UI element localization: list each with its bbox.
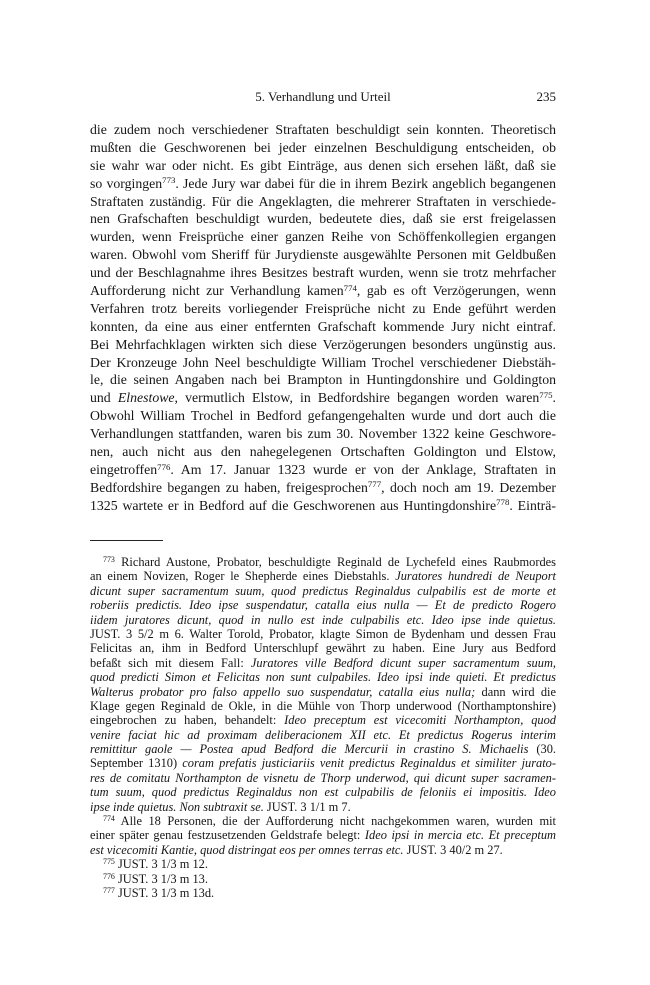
body-text-line: [90, 461, 556, 479]
text-run: Klage gegen Reginald de Okle, in die Mühle von Thorp underwood (Northamptonshire): [90, 698, 556, 713]
text-run: Verfahren trotz bereits vorliegender Freisprüche nicht zu Ende geführt werden: [90, 300, 556, 316]
text-run: . Einträ-: [509, 497, 556, 513]
footnote-line: [90, 670, 556, 684]
body-text-line: [90, 497, 556, 515]
text-run: waren. Obwohl vom Sheriff für Jurydienste ausgewählte Personen mit Geldbußen: [90, 247, 556, 263]
footnote-line: [90, 598, 556, 612]
running-title: 5. Verhandlung und Urteil: [255, 89, 391, 104]
footnotes: [90, 555, 556, 900]
italic-text-run: tum suum, quod predictus Reginaldus non est culpabilis de feloniis ei impositis. Ideo: [90, 785, 556, 800]
footnote-line: [90, 886, 556, 900]
footnote-reference: 773: [162, 175, 176, 186]
italic-text-run: Ideo preceptum est vicecomiti Northampton, quod: [284, 713, 556, 728]
body-text-line: [90, 407, 556, 425]
text-run: Bei Mehrfachklagen wirkten sich diese Verzögerungen besonders ungünstig aus.: [90, 336, 556, 352]
body-text-line: [90, 193, 556, 211]
text-run: le, die seinen Angaben nach bei Brampton in Huntingdonshire und Goldington: [90, 372, 556, 388]
text-run: nen, auch nicht aus den nahegelegenen Ortschaften Goldington und Elstow,: [90, 444, 556, 460]
footnote-reference: 777: [367, 479, 382, 490]
footnote-reference: 778: [496, 497, 510, 508]
italic-text-run: roberiis predictis. Ideo ipse suspendatur, catalla eius nulla — Et de predicto Rogero: [90, 598, 556, 613]
body-text-line: [90, 389, 556, 407]
text-run: Obwohl William Trochel in Bedford gefangengehalten wurde und dort auch die: [90, 408, 556, 424]
italic-text-run: venire faciat hic ad proximam deliberacionem XII etc. Et predictus Rogerus interim: [90, 727, 556, 742]
text-run: die zudem noch verschiedener Straftaten beschuldigt sein konnten. Theoretisch: [90, 122, 556, 137]
text-run: , vermutlich Elstow, in Bedfordshire begangen worden waren: [174, 390, 540, 406]
footnote-number: 775: [103, 857, 115, 867]
footnote-line: [90, 814, 556, 828]
italic-text-run: remittitur gaole — Postea apud Bedford die Mercurii in crastino S. Michaelis: [90, 742, 529, 757]
footnote-reference: 776: [157, 461, 171, 472]
text-run: JUST. 3 5/2 m 6. Walter Torold, Probator, klagte Simon de Bydenham und dessen Frau: [90, 626, 556, 641]
italic-text-run: dicunt super sacramentum suum, quod predictus Reginaldus culpabilis est de morte et: [90, 583, 556, 598]
body-text-line: [90, 210, 556, 228]
text-run: an einem Novizen, Roger le Shepherde eines Diebstahls.: [90, 569, 396, 584]
text-run: Aufforderung nicht zur Verhandlung kamen: [90, 283, 344, 299]
text-run: Straftaten zuständig. Für die Angeklagten, die mehrerer Straftaten in verschiede-: [90, 193, 556, 209]
footnote-line: [90, 828, 556, 842]
italic-text-run: ipse inde quietus. Non subtraxit se.: [90, 799, 264, 814]
text-run: , doch noch am 19. Dezember: [381, 479, 557, 495]
text-run: , gab es oft Verzögerungen, wenn: [356, 283, 556, 299]
text-run: nen Grafschaften beschuldigt wurden, bedeutete dies, daß sie erst freigelassen: [90, 211, 556, 227]
footnote-number: 776: [103, 871, 115, 881]
text-run: JUST. 3 1/3 m 13.: [114, 871, 208, 886]
italic-text-run: coram prefatis justiciariis venit predictus Reginaldus et similiter jurato-: [182, 756, 556, 771]
footnote-line: [90, 627, 556, 641]
footnote-line: [90, 613, 556, 627]
body-text-line: [90, 354, 556, 372]
footnote-separator: [90, 540, 163, 541]
text-run: JUST. 3 40/2 m 27.: [403, 842, 503, 857]
body-text-line: [90, 175, 556, 193]
footnote-line: [90, 728, 556, 742]
text-run: 1325 wartete er in Bedford auf die Geschworenen aus Huntingdonshire: [90, 497, 497, 513]
text-run: .: [552, 390, 556, 406]
body-text-line: [90, 121, 556, 139]
footnote-line: [90, 785, 556, 799]
body-text-line: [90, 336, 556, 354]
text-run: eingebrochen zu haben, behandelt:: [90, 713, 285, 728]
text-run: einer später genau festzusetzenden Geldstrafe belegt:: [90, 828, 365, 843]
italic-text-run: Juratores ville Bedford dicunt super sacramentum suum,: [250, 655, 556, 670]
text-run: . Jede Jury war dabei für die in ihrem Bezirk angeblich begangenen: [175, 175, 556, 191]
body-text-line: [90, 228, 556, 246]
text-run: konnten, da eine aus einer entfernten Grafschaft kommende Jury nicht eintraf.: [90, 318, 556, 334]
footnote-line: [90, 800, 556, 814]
footnote-number: 773: [103, 555, 115, 565]
text-run: Bedfordshire begangen zu haben, freigesprochen: [90, 479, 368, 495]
body-text-line: [90, 157, 556, 175]
italic-text-run: iidem juratores dicunt, quod in nullo est inde culpabilis etc. Ideo ipse inde quietus.: [90, 612, 556, 627]
body-text-line: [90, 282, 556, 300]
italic-text-run: Ideo ipsi in mercia etc. Et preceptum: [364, 828, 556, 843]
footnote-reference: 774: [343, 282, 357, 293]
footnote-number: 777: [103, 886, 115, 896]
text-run: JUST. 3 1/1 m 7.: [263, 799, 351, 814]
footnote-line: [90, 872, 556, 886]
footnote-line: [90, 685, 556, 699]
body-text-line: [90, 479, 556, 497]
footnote-line: [90, 555, 556, 569]
text-run: befaßt sich mit diesem Fall:: [90, 655, 251, 670]
footnote-line: [90, 756, 556, 770]
body-text-line: [90, 264, 556, 282]
page-number: 235: [536, 89, 556, 104]
text-run: JUST. 3 1/3 m 13d.: [114, 885, 215, 900]
italic-text-run: Juratores hundredi de Neuport: [395, 569, 556, 584]
body-text-line: [90, 425, 556, 443]
text-run: dann wird die: [475, 684, 556, 699]
body-text-line: [90, 300, 556, 318]
text-run: Der Kronzeuge John Neel beschuldigte William Trochel verschiedener Diebstäh-: [90, 354, 556, 370]
text-run: JUST. 3 1/3 m 12.: [114, 857, 208, 872]
running-header: [90, 89, 556, 105]
italic-text-run: Elnestowe: [117, 390, 175, 406]
footnote-line: [90, 742, 556, 756]
text-run: Felicitas an, ihm in Bedford Unterschlupf gewährt zu haben. Eine Jury aus Bedford: [90, 641, 556, 656]
text-run: Verhandlungen stattfanden, waren bis zum 30. November 1322 keine Geschwore-: [90, 426, 556, 442]
footnote-line: [90, 771, 556, 785]
italic-text-run: res de comitatu Northampton de visnetu de Thorp underwod, qui dicunt super sacramen-: [90, 770, 556, 785]
text-run: Richard Austone, Probator, beschuldigte Reginald de Lychefeld eines Raubmordes: [114, 555, 556, 569]
body-text-line: [90, 246, 556, 264]
footnote-number: 774: [103, 814, 115, 824]
italic-text-run: est vicecomiti Kantie, quod distringat eos per omnes terras etc.: [90, 842, 404, 857]
main-text: [90, 121, 556, 515]
footnote-line: [90, 656, 556, 670]
footnote-line: [90, 699, 556, 713]
italic-text-run: quod predicti Simon et Felicitas non sunt culpabiles. Ideo ipsi inde quieti. Et predictus: [90, 670, 556, 685]
text-run: mußten die Geschworenen bei jeder einzelnen Beschuldigung entscheiden, ob: [90, 139, 556, 155]
body-text-line: [90, 371, 556, 389]
text-run: sie wahr war oder nicht. Es gibt Einträge, aus denen sich ersehen läßt, daß sie: [90, 157, 556, 173]
text-run: wurden, wenn Freisprüche einer ganzen Reihe von Schöffenkollegien ergangen: [90, 229, 556, 245]
text-run: so vorgingen: [90, 175, 163, 191]
body-text-line: [90, 443, 556, 461]
body-text-line: [90, 318, 556, 336]
footnote-line: [90, 569, 556, 583]
footnote-reference: 775: [539, 389, 553, 400]
italic-text-run: Walterus probator pro falso appello suo suspendatur, catalla eius nulla;: [90, 684, 476, 699]
text-run: eingetroffen: [90, 461, 158, 477]
text-run: (30.: [528, 742, 556, 757]
text-run: Alle 18 Personen, die der Aufforderung nicht nachgekommen waren, wurden mit: [114, 814, 556, 829]
text-run: . Am 17. Januar 1323 wurde er von der Anklage, Straftaten in: [170, 461, 556, 477]
text-run: und: [90, 390, 118, 406]
footnote-line: [90, 584, 556, 598]
body-text-line: [90, 139, 556, 157]
footnote-line: [90, 713, 556, 727]
footnote-line: [90, 843, 556, 857]
footnote-line: [90, 641, 556, 655]
text-run: September 1310): [90, 756, 183, 771]
footnote-line: [90, 857, 556, 871]
text-run: und der Beschlagnahme ihres Besitzes bestraft wurden, wenn sie trotz mehrfacher: [90, 265, 556, 281]
